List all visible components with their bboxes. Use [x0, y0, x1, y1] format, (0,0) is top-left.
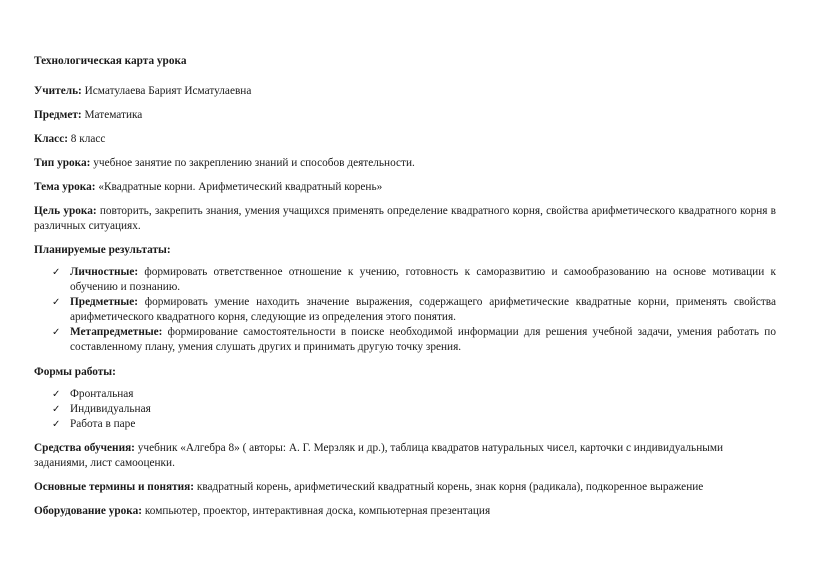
subject-value: Математика: [81, 109, 143, 121]
result-label: Метапредметные:: [70, 326, 163, 338]
result-label: Предметные:: [70, 296, 139, 308]
key-terms-line: [34, 480, 776, 495]
result-text: формировать умение находить значение выражения, содержащего арифметические квадратные корни, применять свойства арифметического квадратного корня, следующие из определения этого понятия.: [70, 296, 776, 323]
list-item: [34, 387, 776, 402]
list-item: [34, 417, 776, 432]
grade-value: 8 класс: [67, 133, 106, 145]
lesson-topic-line: [34, 180, 776, 195]
list-item: [34, 402, 776, 417]
goal-paragraph: [34, 204, 776, 234]
result-text: формировать ответственное отношение к учению, готовность к саморазвитию и самообразованию на основе мотивации к обучению и познанию.: [70, 266, 776, 293]
work-forms-list: [34, 387, 776, 432]
key-terms-value: квадратный корень, арифметический квадратный корень, знак корня (радикала), подкоренное выражение: [194, 481, 704, 493]
lesson-topic-label: Тема урока:: [34, 181, 96, 193]
lesson-type-value: учебное занятие по закреплению знаний и способов деятельности.: [90, 157, 415, 169]
planned-results-list: [34, 265, 776, 355]
lesson-type-label: Тип урока:: [34, 157, 91, 169]
work-form-text: Индивидуальная: [70, 403, 151, 415]
learning-tools-value: учебник «Алгебра 8» ( авторы: А. Г. Мерзляк и др.), таблица квадратов натуральных чисел, карточки с индивидуальными заданиями, лист самооценки.: [34, 442, 724, 469]
list-item: [34, 325, 776, 355]
teacher-value: Исматулаева Барият Исматулаевна: [81, 85, 252, 97]
subject-label: Предмет:: [34, 109, 82, 121]
teacher-line: [34, 84, 776, 99]
grade-line: [34, 132, 776, 147]
teacher-label: Учитель:: [34, 85, 82, 97]
goal-label: Цель урока:: [34, 205, 97, 217]
check-mark-icon: ✓: [52, 297, 61, 308]
result-label: Личностные:: [70, 266, 139, 278]
subject-line: [34, 108, 776, 123]
planned-results-heading: Планируемые результаты:: [34, 244, 171, 256]
equipment-line: [34, 504, 776, 519]
key-terms-label: Основные термины и понятия:: [34, 481, 195, 493]
equipment-value: компьютер, проектор, интерактивная доска, компьютерная презентация: [142, 505, 491, 517]
list-item: [34, 265, 776, 295]
document-page: [34, 54, 776, 519]
learning-tools-label: Средства обучения:: [34, 442, 135, 454]
lesson-topic-value: «Квадратные корни. Арифметический квадратный корень»: [95, 181, 383, 193]
list-item: [34, 295, 776, 325]
lesson-type-line: [34, 156, 776, 171]
check-mark-icon: ✓: [52, 327, 61, 338]
document-title: Технологическая карта урока: [34, 55, 187, 67]
learning-tools-paragraph: [34, 441, 776, 471]
check-mark-icon: ✓: [52, 389, 61, 400]
check-mark-icon: ✓: [52, 267, 61, 278]
work-forms-heading: Формы работы:: [34, 366, 116, 378]
result-text: формирование самостоятельности в поиске необходимой информации для решения учебной задачи, умения работать по составленному плану, умения слушать других и принимать другую точку зрения.: [70, 326, 776, 353]
grade-label: Класс:: [34, 133, 68, 145]
check-mark-icon: ✓: [52, 404, 61, 415]
check-mark-icon: ✓: [52, 419, 61, 430]
work-form-text: Фронтальная: [70, 388, 134, 400]
equipment-label: Оборудование урока:: [34, 505, 143, 517]
work-form-text: Работа в паре: [70, 418, 136, 430]
goal-value: повторить, закрепить знания, умения учащихся применять определение квадратного корня, свойства арифметического квадратного корня в различных ситуациях.: [34, 205, 777, 232]
